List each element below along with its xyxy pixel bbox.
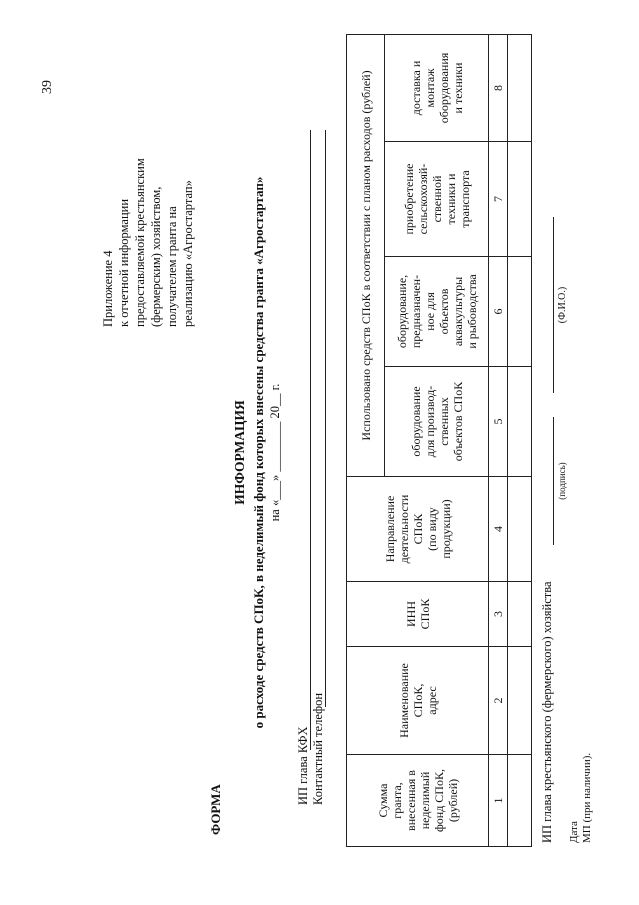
document-subtitle: о расходе средств СПоК, в неделимый фонд которых внесены средства гранта «Агростартап» — [251, 176, 266, 729]
column-number: 2 — [489, 647, 508, 755]
signature-label: ИП глава крестьянского (фермерского) хозяйства — [540, 581, 554, 843]
report-date-line: на «___» ________ 20__ г. — [268, 383, 282, 522]
appendix-line: Приложение 4 — [101, 250, 115, 327]
table-cell — [508, 647, 532, 755]
header-delivery-installation: доставка и монтаж оборудования и техники — [385, 34, 489, 141]
ip-glava-label: ИП глава КФХ — [296, 726, 310, 805]
table-cell — [508, 477, 532, 582]
appendix-block — [100, 158, 196, 327]
table-cell — [508, 582, 532, 647]
header-activity: Направление деятельности СПоК (по виду продукции) — [347, 477, 489, 582]
appendix-line: к отчетной информации — [117, 198, 131, 327]
signature-caption: (подпись) — [557, 462, 567, 500]
header-used-funds-group: Использовано средств СПоК в соответствии с планом расходов (рублей) — [347, 34, 385, 476]
stamp-label: МП (при наличии). — [581, 752, 593, 843]
table-cell — [508, 257, 532, 367]
expense-table — [346, 34, 532, 847]
table-row — [508, 34, 532, 846]
table-cell — [508, 142, 532, 257]
table-cell — [508, 367, 532, 477]
header-aquaculture-equipment: оборудование, предназначен- ное для объектов аквакультуры и рыбоводства — [385, 257, 489, 367]
signature-line — [553, 417, 554, 545]
table-cell — [508, 34, 532, 141]
form-label: ФОРМА — [208, 784, 223, 835]
fio-caption: (Ф.И.О.) — [557, 286, 568, 324]
column-number: 8 — [489, 34, 508, 141]
phone-label: Контактный телефон — [311, 692, 325, 805]
column-number-row — [489, 34, 508, 846]
column-number: 3 — [489, 582, 508, 647]
header-production-equipment: оборудование для производ- ственных объектов СПоК — [385, 367, 489, 477]
appendix-line: получателем гранта на — [165, 206, 179, 327]
date-label: Дата — [568, 821, 580, 843]
column-number: 5 — [489, 367, 508, 477]
header-inn: ИНН СПоК — [347, 582, 489, 647]
document-title: ИНФОРМАЦИЯ — [232, 400, 247, 505]
ip-glava-fill-line — [310, 130, 311, 750]
appendix-line: реализацию «Агростартап» — [181, 180, 195, 327]
column-number: 7 — [489, 142, 508, 257]
header-spok-name: Наименование СПоК, адрес — [347, 647, 489, 755]
appendix-line: предоставляемой крестьянским — [133, 158, 147, 327]
phone-fill-line — [325, 130, 326, 707]
column-number: 4 — [489, 477, 508, 582]
page-number: 39 — [40, 80, 55, 94]
header-grant-sum: Сумма гранта, внесенная в неделимый фонд СПоК, (рублей) — [347, 755, 489, 847]
header-agri-machinery: приобретение сельскохозяй- ственной техники и транспорта — [385, 142, 489, 257]
fio-line — [553, 217, 554, 393]
column-number: 1 — [489, 755, 508, 847]
table-cell — [508, 755, 532, 847]
appendix-line: (фермерским) хозяйством, — [149, 186, 163, 327]
column-number: 6 — [489, 257, 508, 367]
